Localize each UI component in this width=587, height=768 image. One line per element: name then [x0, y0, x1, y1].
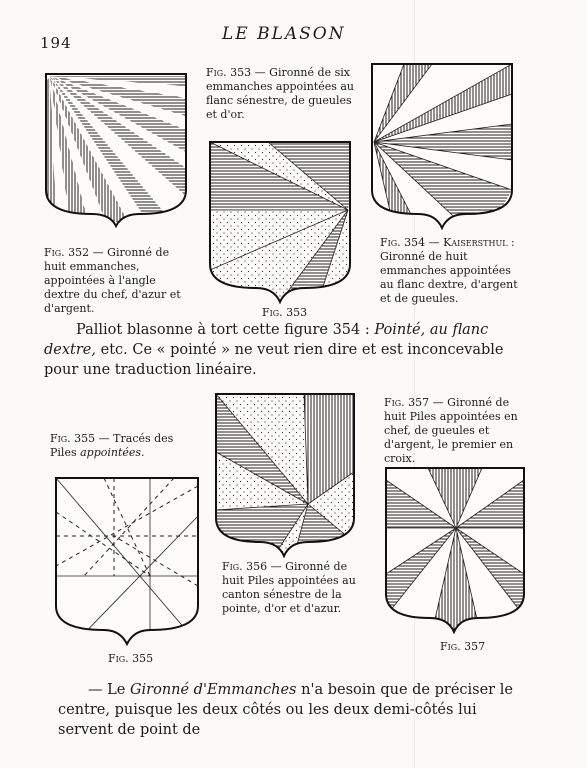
paragraph-gironne-text-b: n'a besoin que de préciser le centre, puisque les deux côtés ou les deux demi-côtés lui servent de point de [58, 682, 513, 738]
fig353-shield [208, 140, 352, 304]
fig355-label: Fig. 355 [108, 652, 154, 665]
running-title: LE BLASON [222, 24, 346, 44]
fig353-caption-prefix: Fig. 353 [206, 66, 252, 79]
fig355-caption [50, 432, 198, 460]
fig355-caption-prefix: Fig. 355 [50, 432, 96, 445]
fig356-shield [214, 392, 356, 558]
paragraph-palliot-text-a: Palliot blasonne à tort cette figure 354 : [76, 322, 375, 338]
fig353-caption [206, 66, 354, 122]
fig353-label: Fig. 353 [262, 306, 308, 319]
fig354-caption-name: — Kaisersthul : [425, 236, 515, 249]
fig355-shield [54, 476, 200, 646]
fig353-caption-text: — Gironné de six emmanches appointées au flanc sénestre, de gueules et d'or. [206, 66, 355, 121]
fig355-caption-italic: appointées. [80, 446, 145, 459]
fig354-caption [380, 236, 526, 306]
fig354-caption-text: Gironné de huit emmanches appointées au flanc dextre, d'argent et de gueules. [380, 250, 518, 305]
fig354-caption-prefix: Fig. 354 [380, 236, 426, 249]
fig357-shield [384, 466, 526, 634]
fig356-caption-prefix: Fig. 356 [222, 560, 268, 573]
paragraph-palliot-italic: Pointé, au flanc dextre, [44, 322, 489, 358]
fig354-shield [370, 62, 514, 230]
fig357-caption-text: — Gironné de huit Piles appointées en chef, de gueules et d'argent, le premier en croix. [384, 396, 518, 465]
paragraph-gironne-italic: Gironné d'Emmanches [129, 682, 297, 698]
fig357-label: Fig. 357 [440, 640, 486, 653]
paragraph-palliot [44, 320, 530, 380]
paragraph-palliot-text-b: etc. Ce « pointé » ne veut rien dire et est inconcevable pour une traduction linéaire. [44, 342, 504, 378]
paragraph-gironne [58, 680, 530, 740]
fig352-shield [44, 72, 188, 228]
paragraph-gironne-text-a: — Le [88, 682, 130, 698]
page-number: 194 [40, 34, 72, 52]
fig352-caption-prefix: Fig. 352 [44, 246, 90, 259]
fig352-caption-text: — Gironné de huit emmanches, appointées à l'angle dextre du chef, d'azur et d'argent. [44, 246, 181, 315]
fig356-caption [222, 560, 370, 616]
fig357-caption [384, 396, 530, 466]
fig356-caption-text: — Gironné de huit Piles appointées au canton sénestre de la pointe, d'or et d'azur. [222, 560, 356, 615]
fig357-caption-prefix: Fig. 357 [384, 396, 430, 409]
fig355-caption-text: — Tracés des Piles [50, 432, 174, 459]
fig352-caption [44, 246, 194, 316]
